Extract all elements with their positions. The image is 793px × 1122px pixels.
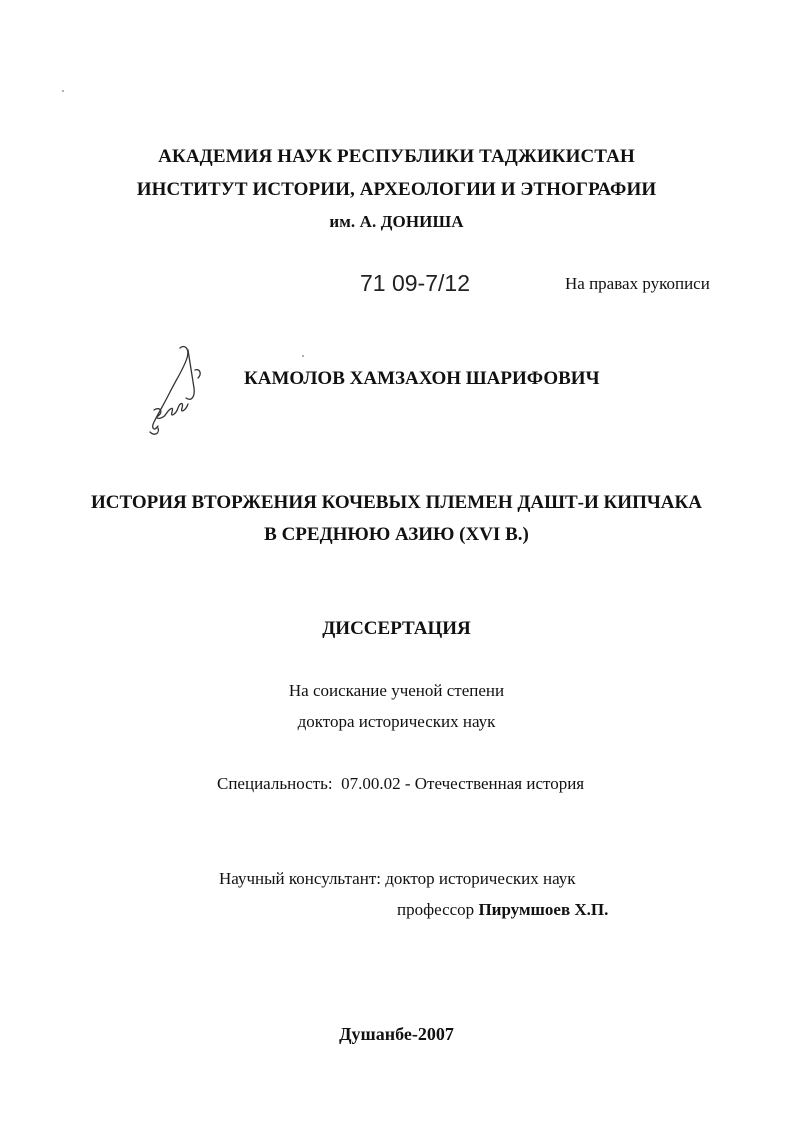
degree-line-1: На соискание ученой степени: [288, 681, 505, 700]
scan-speck: [302, 355, 304, 357]
catalog-code: 71 09-7/12: [360, 270, 470, 296]
consultant-line: Научный консультант: доктор исторических наук: [219, 869, 576, 888]
dissertation-title-line-1: ИСТОРИЯ ВТОРЖЕНИЯ КОЧЕВЫХ ПЛЕМЕН ДАШТ-И КИПЧАКА: [90, 492, 703, 513]
consultant-rank: профессор: [397, 900, 475, 919]
scan-speck: [62, 90, 64, 92]
author-name: КАМОЛОВ ХАМЗАХОН ШАРИФОВИЧ: [244, 368, 600, 389]
specialty-code: 07.00.02: [341, 774, 401, 793]
manuscript-note: На правах рукописи: [565, 274, 710, 293]
document-type: ДИССЕРТАЦИЯ: [322, 618, 471, 639]
place-year: Душанбе-2007: [339, 1024, 454, 1044]
specialty-line: [217, 774, 584, 794]
institute-named-after: им. А. ДОНИША: [329, 212, 464, 231]
consultant-name: Пирумшоев Х.П.: [478, 900, 609, 919]
consultant-name-line: [397, 900, 608, 920]
dissertation-title-line-2: В СРЕДНЮЮ АЗИЮ (XVI В.): [264, 524, 529, 545]
specialty-name: - Отечественная история: [404, 774, 585, 793]
academy-name: АКАДЕМИЯ НАУК РЕСПУБЛИКИ ТАДЖИКИСТАН: [158, 146, 635, 167]
handwritten-signature-icon: [140, 340, 215, 445]
institute-name: ИНСТИТУТ ИСТОРИИ, АРХЕОЛОГИИ И ЭТНОГРАФИИ: [136, 179, 657, 200]
degree-line-2: доктора исторических наук: [297, 712, 496, 731]
specialty-label: Специальность:: [217, 774, 333, 793]
